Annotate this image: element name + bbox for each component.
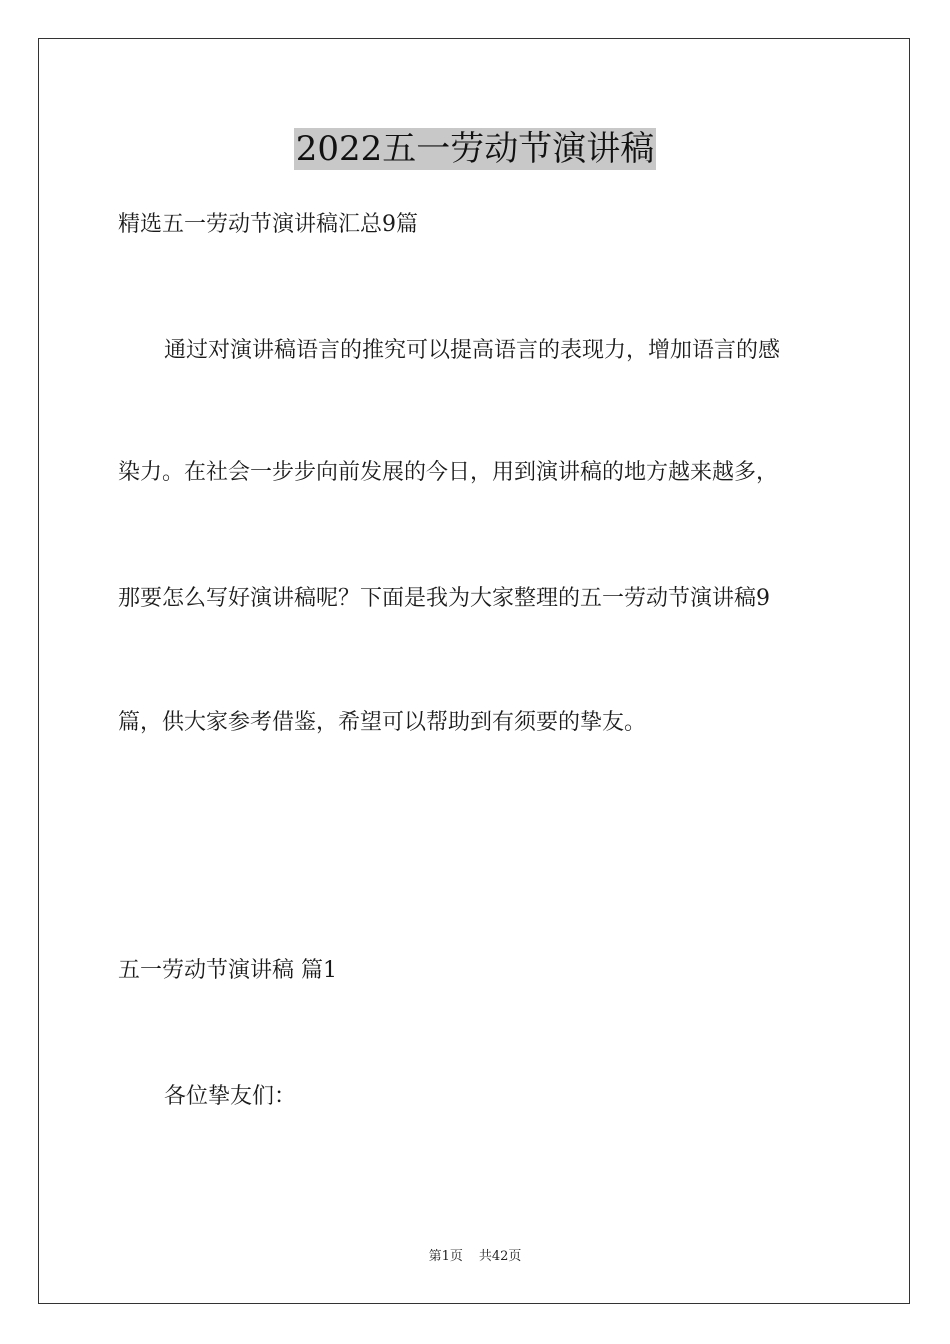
title-container: [0, 128, 950, 170]
page-footer: [0, 1248, 950, 1266]
page-total: 共42页: [478, 1249, 522, 1264]
intro-line-1: 通过对演讲稿语言的推究可以提高语言的表现力，增加语言的感: [164, 338, 781, 363]
intro-line-4: 篇，供大家参考借鉴，希望可以帮助到有须要的挚友。: [118, 710, 647, 735]
intro-line-2: 染力。在社会一步步向前发展的今日，用到演讲稿的地方越来越多，: [118, 460, 779, 485]
document-title: 2022五一劳动节演讲稿: [295, 129, 655, 169]
page-number: 第1页: [428, 1249, 463, 1264]
intro-line-3: 那要怎么写好演讲稿呢？下面是我为大家整理的五一劳动节演讲稿9: [118, 586, 770, 611]
section-heading: 五一劳动节演讲稿 篇1: [118, 958, 337, 983]
document-subtitle: 精选五一劳动节演讲稿汇总9篇: [118, 212, 418, 237]
salutation: 各位挚友们：: [164, 1084, 297, 1109]
